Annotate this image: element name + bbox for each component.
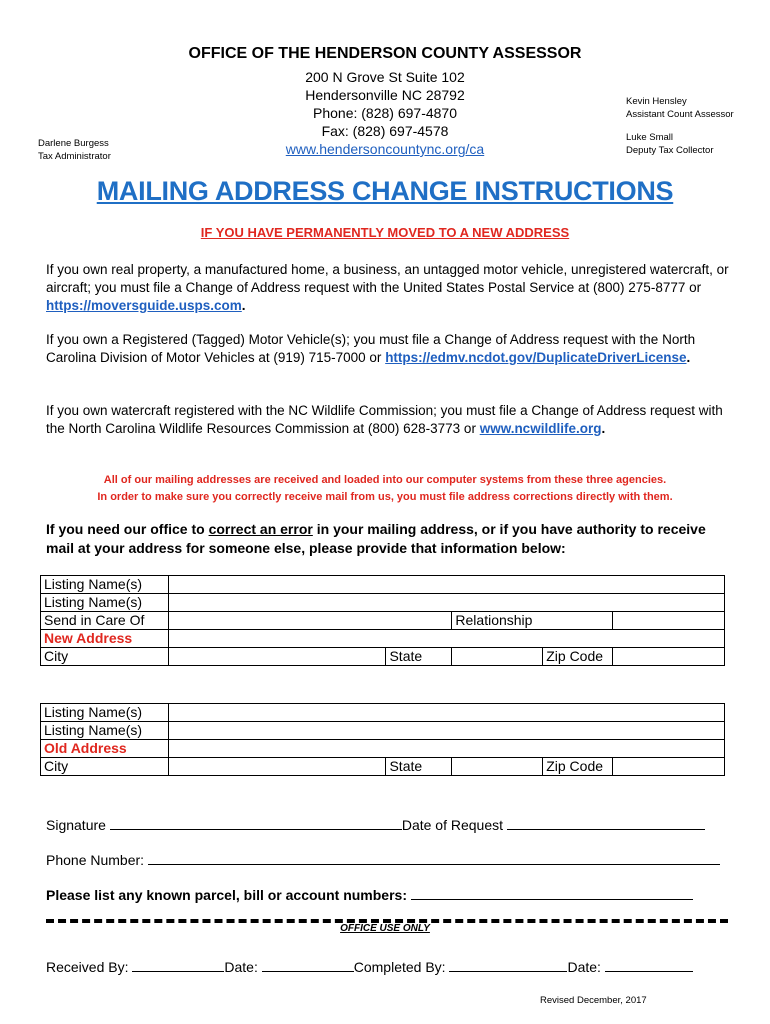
relationship-input[interactable] [613, 612, 725, 630]
office-use-label: OFFICE USE ONLY [340, 923, 430, 934]
listing-name-input[interactable] [168, 576, 724, 594]
date-of-request-input[interactable] [507, 815, 705, 830]
listing-name-label: Listing Name(s) [41, 576, 169, 594]
address-line-1: 200 N Grove St Suite 102 [305, 69, 465, 85]
left-staff [38, 137, 111, 163]
wildlife-link[interactable]: www.ncwildlife.org [479, 421, 602, 436]
listing-name-label: Listing Name(s) [41, 704, 169, 722]
listing-name-input[interactable] [168, 594, 724, 612]
page-subtitle: IF YOU HAVE PERMANENTLY MOVED TO A NEW ADDRESS [200, 225, 570, 240]
signature-input[interactable] [110, 815, 402, 830]
staff-name: Luke Small [626, 132, 673, 143]
page-title: MAILING ADDRESS CHANGE INSTRUCTIONS [96, 176, 674, 206]
signature-row [46, 815, 736, 833]
date-label: Date: [567, 959, 601, 975]
instruction-text: If you need our office to correct an error in your mailing address, or if you have authority to receive mail at your address for someone else, please provide that information below: [46, 521, 706, 556]
staff-name: Darlene Burgess [38, 138, 109, 149]
staff-name: Kevin Hensley [626, 96, 687, 107]
phone-label: Phone Number: [46, 852, 145, 868]
revised-date: Revised December, 2017 [540, 995, 647, 1006]
state-input[interactable] [452, 648, 543, 666]
right-staff-1 [626, 95, 734, 121]
usps-link[interactable]: https://moversguide.usps.com [46, 298, 242, 313]
old-address-form [40, 703, 725, 776]
office-title: OFFICE OF THE HENDERSON COUNTY ASSESSOR [188, 45, 582, 62]
completed-by-label: Completed By: [353, 959, 446, 975]
right-staff-2 [626, 131, 713, 157]
new-address-input[interactable] [168, 630, 724, 648]
care-of-label: Send in Care Of [41, 612, 169, 630]
received-by-input[interactable] [132, 957, 224, 972]
zip-label: Zip Code [543, 648, 613, 666]
care-of-input[interactable] [168, 612, 451, 630]
paragraph-usps: If you own real property, a manufactured home, a business, an untagged motor vehicle, unregistered watercraft, or aircraft; you must file a Change of Address request with the United States Postal Service at (800) 275-8777 or https://moversguide.usps.com. [46, 262, 729, 313]
staff-title: Tax Administrator [38, 151, 111, 162]
agencies-notice [0, 472, 770, 506]
city-label: City [41, 758, 169, 776]
date-input[interactable] [605, 957, 693, 972]
zip-input[interactable] [613, 758, 725, 776]
notice-line-2: In order to make sure you correctly receive mail from us, you must file address corrections directly with them. [97, 491, 673, 503]
new-address-form [40, 575, 725, 666]
website-link[interactable]: www.hendersoncountync.org/ca [285, 141, 485, 157]
listing-name-input[interactable] [168, 704, 724, 722]
listing-name-label: Listing Name(s) [41, 594, 169, 612]
office-use-row [46, 957, 736, 975]
parcel-row [46, 885, 736, 903]
dmv-link[interactable]: https://edmv.ncdot.gov/DuplicateDriverLicense [385, 350, 687, 365]
old-address-label: Old Address [41, 740, 169, 758]
signature-label: Signature [46, 817, 106, 833]
phone-input[interactable] [148, 850, 720, 865]
listing-name-input[interactable] [168, 722, 724, 740]
relationship-label: Relationship [452, 612, 613, 630]
paragraph-wildlife: If you own watercraft registered with the NC Wildlife Commission; you must file a Change of Address request with the North Carolina Wildlife Resources Commission at (800) 628-3773 or www.ncwildlife.org. [46, 403, 723, 436]
paragraph-dmv: If you own a Registered (Tagged) Motor Vehicle(s); you must file a Change of Address request with the North Carolina Division of Motor Vehicles at (919) 715-7000 or https://edmv.ncdot.gov/DuplicateDriverLicense. [46, 332, 696, 365]
completed-by-input[interactable] [449, 957, 567, 972]
old-address-input[interactable] [168, 740, 724, 758]
city-input[interactable] [168, 648, 386, 666]
date-input[interactable] [262, 957, 354, 972]
office-address [240, 68, 530, 158]
city-label: City [41, 648, 169, 666]
listing-name-label: Listing Name(s) [41, 722, 169, 740]
new-address-label: New Address [41, 630, 169, 648]
parcel-input[interactable] [411, 885, 693, 900]
phone-row [46, 850, 736, 868]
state-label: State [386, 648, 452, 666]
date-label: Date: [224, 959, 258, 975]
staff-title: Assistant Count Assessor [626, 109, 734, 120]
fax-number: Fax: (828) 697-4578 [321, 123, 449, 139]
zip-input[interactable] [613, 648, 725, 666]
city-input[interactable] [168, 758, 386, 776]
date-of-request-label: Date of Request [401, 817, 503, 833]
address-line-2: Hendersonville NC 28792 [305, 87, 465, 103]
state-label: State [386, 758, 452, 776]
parcel-label: Please list any known parcel, bill or account numbers: [46, 887, 407, 903]
zip-label: Zip Code [543, 758, 613, 776]
received-by-label: Received By: [46, 959, 129, 975]
phone-number: Phone: (828) 697-4870 [313, 105, 457, 121]
staff-title: Deputy Tax Collector [626, 145, 714, 156]
state-input[interactable] [452, 758, 543, 776]
notice-line-1: All of our mailing addresses are received and loaded into our computer systems from these three agencies. [103, 474, 667, 486]
